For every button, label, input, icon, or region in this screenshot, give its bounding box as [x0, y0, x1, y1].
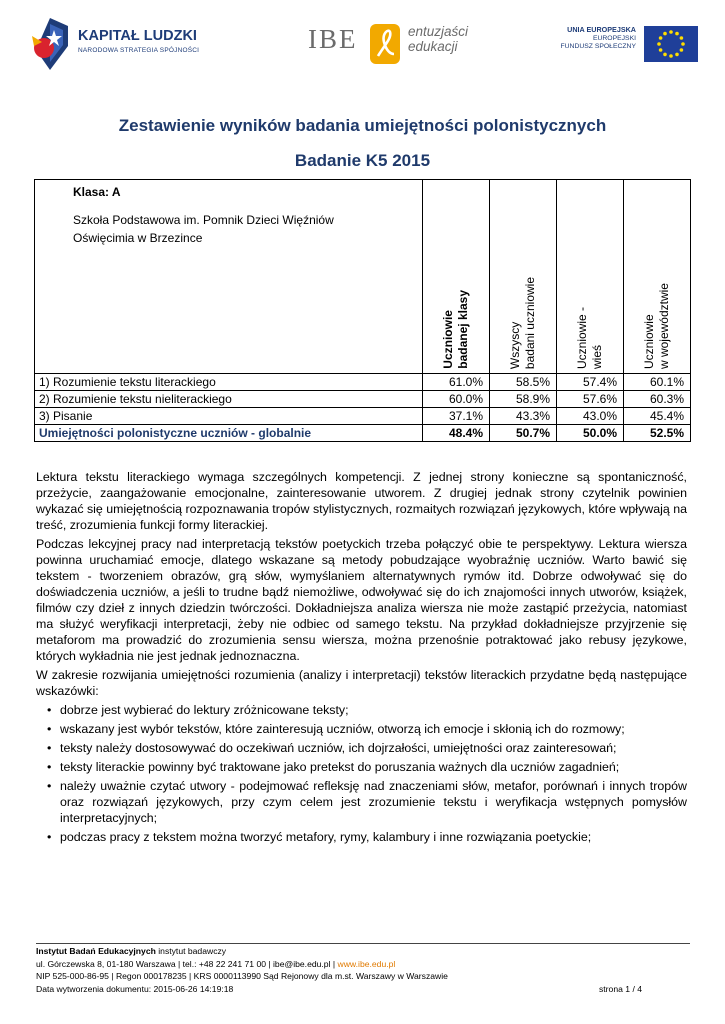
page-number: strona 1 / 4 [599, 984, 642, 994]
school-name: Szkoła Podstawowa im. Pomnik Dzieci Więźniów Oświęcimia w Brzezince [73, 213, 334, 245]
table-row [35, 408, 691, 425]
footer [36, 945, 690, 995]
footer-org-name: Instytut Badań Edukacyjnych [36, 946, 156, 956]
ibe-logo [308, 22, 488, 68]
column-header [490, 180, 557, 374]
eu-line-1: UNIA EUROPEJSKA [567, 25, 636, 34]
bullet-icon: • [47, 760, 52, 774]
row-value: 60.0% [423, 391, 490, 408]
ibe-mark-icon [370, 24, 400, 64]
table-row [35, 391, 691, 408]
column-header [423, 180, 490, 374]
row-value: 57.6% [557, 391, 624, 408]
total-value: 50.0% [557, 425, 624, 442]
eu-logo [528, 26, 698, 62]
row-value: 58.9% [490, 391, 557, 408]
total-value: 50.7% [490, 425, 557, 442]
eu-text [560, 26, 636, 51]
paragraph: Lektura tekstu literackiego wymaga szczególnych kompetencji. Z jednej strony konieczne są spontaniczność, przeżycie, zaangażowanie emocjonalne, zainteresowanie utworem. Z drugiej jednak strony czytelnik powinien wykazać się umiejętnością rozpoznawania tropów stylistycznych, rozmaitych rozwiązań językowych, które wpływają na treść, zrozumienia funkcji formy literackiej. [36, 470, 687, 532]
bullet-icon: • [47, 741, 52, 755]
footer-address-text: ul. Górczewska 8, 01-180 Warszawa | tel.: +48 22 241 71 00 | ibe@ibe.edu.pl | [36, 958, 338, 969]
list-item [47, 829, 687, 845]
total-value: 52.5% [624, 425, 691, 442]
paragraph: Podczas lekcyjnej pracy nad interpretacją tekstów poetyckich trzeba połączyć obie te perspektywy. Lektura wiersza powinna uruchamiać emocje, dlatego wskazane są metody pobudzające wyobraźnię uczniów. Warto bawić się tekstem - tworzeniem obrazów, grą słów, wymyślaniem alternatywnych rymów itd. Dobrze odwoływać się do doświadczenia uczniów, a jeśli to trudne bądź niemożliwe, odwoływać się do ich znajomości innych utworów, książek, filmów czy dzieł z innych dziedzin twórczości. Dokładniejsza analiza wiersza nie może zastąpić przeżycia, natomiast ma służyć weryfikacji interpretacji, żeby nie odbiec od samego tekstu. Na przykład dokładniejsze przyjrzenie się metaforom ma prowadzić do zrozumienia sensu wiersza, można przenośnie potraktować jako rebusy językowe, których wykładnia nie jest jednak jednoznaczna. [36, 537, 687, 663]
class-label: Klasa: A [73, 185, 121, 199]
tips-list [36, 702, 687, 845]
bullet-icon: • [47, 722, 52, 736]
kapital-ludzki-title: KAPITAŁ LUDZKI [78, 28, 197, 44]
total-label: Umiejętności polonistyczne uczniów - globalnie [35, 425, 423, 442]
column-header [624, 180, 691, 374]
kapital-ludzki-subtitle: NARODOWA STRATEGIA SPÓJNOŚCI [78, 47, 200, 54]
row-value: 43.3% [490, 408, 557, 425]
footer-created: Data wytworzenia dokumentu: 2015-06-26 14:19:18 [36, 983, 234, 994]
class-info-cell [35, 180, 423, 374]
list-item-text: podczas pracy z tekstem można tworzyć metafory, rymy, kalambury i inne rozwiązania poetyckie; [60, 830, 592, 844]
body-text [36, 469, 687, 848]
row-label: 3) Pisanie [35, 408, 423, 425]
eu-flag-icon [644, 26, 698, 62]
ibe-name: IBE [308, 24, 358, 54]
row-value: 45.4% [624, 408, 691, 425]
column-header-voivodeship: Uczniowie w województwie [642, 282, 671, 369]
page-subtitle: Badanie K5 2015 [294, 151, 431, 170]
table-row [35, 374, 691, 391]
column-header-village: Uczniowie - wieś [575, 306, 604, 369]
row-value: 37.1% [423, 408, 490, 425]
ibe-tagline [408, 24, 468, 54]
row-label: 1) Rozumienie tekstu literackiego [35, 374, 423, 391]
footer-org-type: instytut badawczy [155, 946, 227, 956]
row-value: 61.0% [423, 374, 490, 391]
list-item-text: należy uważnie czytać utwory - podejmować refleksję nad znaczeniami słów, metafor, porównań i innych tropów oraz rozwiązań językowych, przy czym celem jest zrozumienie tekstu i weryfikacja wstępnych pomysłów interpretacyjnych; [60, 779, 687, 825]
row-value: 60.3% [624, 391, 691, 408]
list-item [47, 778, 687, 826]
bullet-icon: • [47, 703, 52, 717]
ibe-tagline-line-1: entuzjaści [408, 24, 469, 39]
row-value: 43.0% [557, 408, 624, 425]
footer-org [36, 945, 690, 958]
bullet-icon: • [47, 779, 52, 793]
footer-registry: NIP 525-000-86-95 | Regon 000178235 | KRS 0000113990 Sąd Rejonowy dla m.st. Warszawy w Warszawie [36, 971, 448, 982]
footer-address [36, 958, 690, 971]
list-item [47, 702, 687, 718]
list-item [47, 740, 687, 756]
row-value: 60.1% [624, 374, 691, 391]
paragraph: W zakresie rozwijania umiejętności rozumienia (analizy i interpretacji) tekstów literackich przydatne będą następujące wskazówki: [36, 668, 687, 698]
footer-divider [36, 943, 690, 944]
eu-line-2: EUROPEJSKI [592, 35, 636, 42]
kapital-ludzki-logo [30, 16, 210, 72]
list-item-text: teksty literackie powinny być traktowane jako pretekst do poruszania ważnych dla uczniów zagadnień; [60, 760, 620, 774]
list-item [47, 721, 687, 737]
results-table [34, 179, 691, 442]
list-item-text: wskazany jest wybór tekstów, które zainteresują uczniów, otworzą ich emocje i skłonią ich do rozmowy; [60, 722, 625, 736]
row-value: 58.5% [490, 374, 557, 391]
list-item-text: dobrze jest wybierać do lektury zróżnicowane teksty; [60, 703, 349, 717]
list-item [47, 759, 687, 775]
ibe-tagline-line-2: edukacji [408, 39, 458, 54]
list-item-text: teksty należy dostosowywać do oczekiwań uczniów, ich dojrzałości, umiejętności oraz zainteresowań; [60, 741, 617, 755]
footer-website-link[interactable]: www.ibe.edu.pl [337, 958, 396, 969]
kapital-ludzki-emblem-icon [30, 16, 74, 72]
total-value: 48.4% [423, 425, 490, 442]
table-total-row [35, 425, 691, 442]
bullet-icon: • [47, 830, 52, 844]
page-title: Zestawienie wyników badania umiejętności polonistycznych [118, 116, 607, 135]
column-header-class: Uczniowie badanej klasy [441, 290, 470, 369]
row-value: 57.4% [557, 374, 624, 391]
table-header-row [35, 180, 691, 374]
eu-line-3: FUNDUSZ SPOŁECZNY [560, 43, 636, 50]
column-header [557, 180, 624, 374]
column-header-all: Wszyscy badani uczniowie [508, 276, 537, 369]
row-label: 2) Rozumienie tekstu nieliterackiego [35, 391, 423, 408]
